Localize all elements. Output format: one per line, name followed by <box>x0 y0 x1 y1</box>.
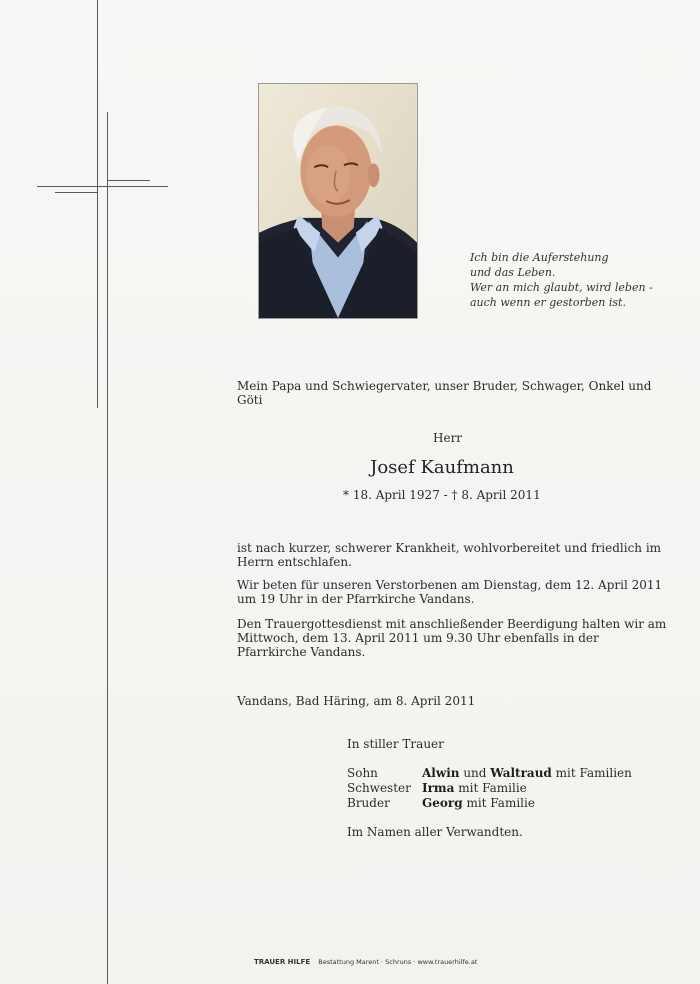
footer-details: Bestattung Marent · Schruns · www.trauerhilfe.at <box>318 958 478 966</box>
family-relation: Bruder <box>347 796 390 810</box>
family-name: Irma <box>422 781 455 795</box>
family-suffix: mit Familien <box>555 766 632 780</box>
prayer-paragraph: Wir beten für unseren Verstorbenen am Dienstag, dem 12. April 2011 um 19 Uhr in der Pfarrkirche Vandans. <box>237 578 663 606</box>
quote-line: auch wenn er gestorben ist. <box>470 296 626 309</box>
deceased-name: Josef Kaufmann <box>370 457 514 478</box>
cross-vertical-line-1 <box>97 0 98 408</box>
cross-vertical-line-2 <box>107 112 108 984</box>
family-row-brother <box>347 796 535 811</box>
family-row-son <box>347 766 632 781</box>
family-name: Waltraud <box>490 766 552 780</box>
cross-horizontal-line-2 <box>107 180 150 181</box>
place-date: Vandans, Bad Häring, am 8. April 2011 <box>237 694 476 708</box>
quote-line: Ich bin die Auferstehung <box>470 251 609 264</box>
cross-horizontal-line-1 <box>37 186 168 187</box>
family-relation: Schwester <box>347 781 411 795</box>
family-name: Georg <box>422 796 463 810</box>
family-relation: Sohn <box>347 766 378 780</box>
portrait-photo <box>258 83 418 319</box>
quote-line: Wer an mich glaubt, wird leben - <box>470 281 653 294</box>
family-suffix: mit Familie <box>466 796 535 810</box>
closing-line: Im Namen aller Verwandten. <box>347 825 523 839</box>
death-paragraph: ist nach kurzer, schwerer Krankheit, wohlvorbereitet und friedlich im Herrn entschlafen. <box>237 541 662 569</box>
funeral-paragraph: Den Trauergottesdienst mit anschließender Beerdigung halten wir am Mittwoch, dem 13. April 2011 um 9.30 Uhr ebenfalls in der Pfarrkirche Vandans. <box>237 617 667 659</box>
family-row-sister <box>347 781 527 796</box>
footer-brand: TRAUER HILFE <box>254 958 311 966</box>
family-connector: und <box>463 766 487 780</box>
life-dates: * 18. April 1927 - † 8. April 2011 <box>343 488 541 502</box>
mourning-line: In stiller Trauer <box>347 737 444 751</box>
family-name: Alwin <box>422 766 460 780</box>
bible-quote <box>470 250 690 310</box>
intro-text: Mein Papa und Schwiegervater, unser Bruder, Schwager, Onkel und Göti <box>237 379 652 407</box>
family-suffix: mit Familie <box>458 781 527 795</box>
footer <box>254 958 477 966</box>
portrait-illustration <box>259 84 417 318</box>
cross-horizontal-line-3 <box>55 192 97 193</box>
quote-line: und das Leben. <box>470 266 556 279</box>
salutation: Herr <box>433 431 463 445</box>
